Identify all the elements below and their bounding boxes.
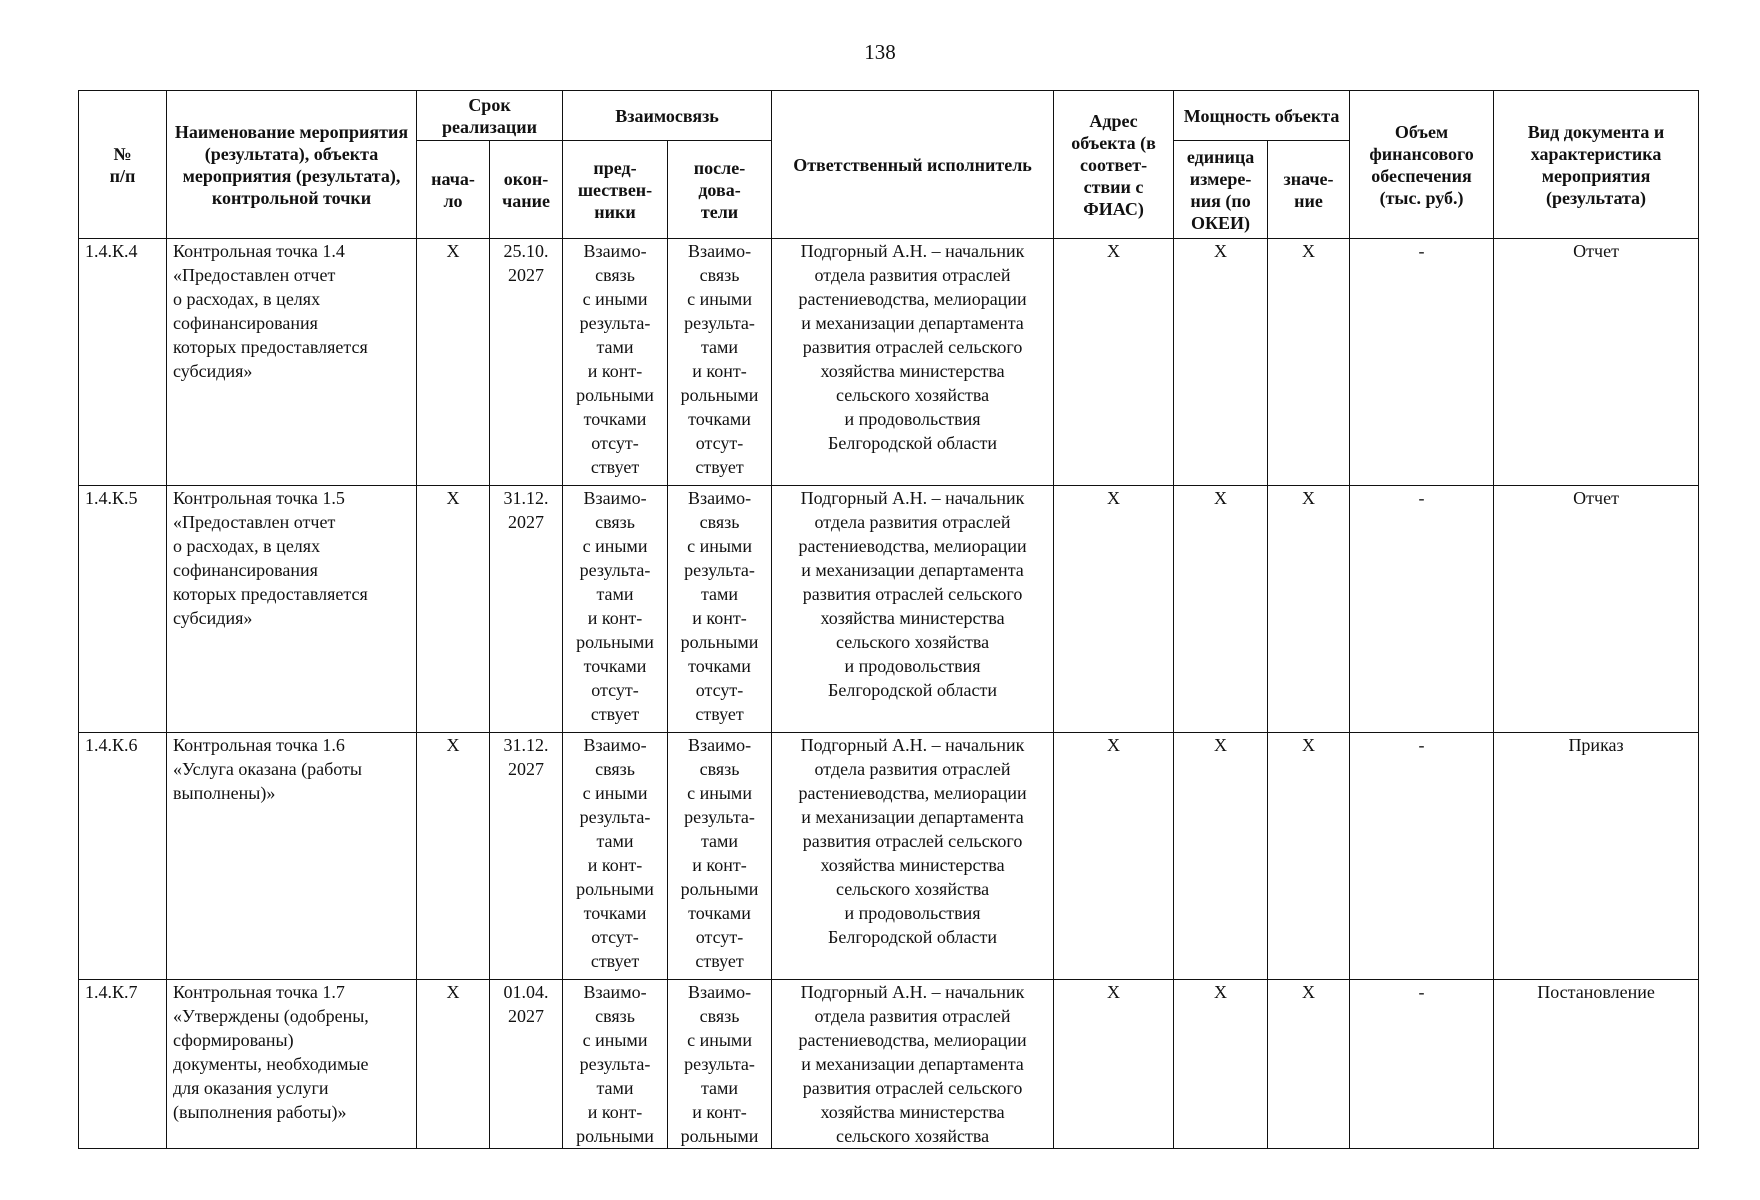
cell-address: X (1054, 733, 1174, 980)
cell-successors: Взаимо- связь с иными результа- тами и конт- рольными точками отсут- ствует (668, 733, 772, 980)
cell-address: X (1054, 980, 1174, 1149)
cell-address: X (1054, 239, 1174, 486)
table-body (79, 239, 1699, 1149)
header-capacity-value: значе- ние (1268, 141, 1350, 239)
cell-successors: Взаимо- связь с иными результа- тами и конт- рольными (668, 980, 772, 1149)
cell-predecessors: Взаимо- связь с иными результа- тами и конт- рольными точками отсут- ствует (563, 486, 668, 733)
header-name: Наименование мероприятия (результата), объекта мероприятия (результата), контрольной точки (167, 91, 417, 239)
cell-num: 1.4.К.6 (79, 733, 167, 980)
table-row (79, 733, 1699, 980)
header-capacity-unit: единица измере-ния (по ОКЕИ) (1174, 141, 1268, 239)
cell-predecessors: Взаимо- связь с иными результа- тами и конт- рольными (563, 980, 668, 1149)
cell-responsible: Подгорный А.Н. – начальник отдела развития отраслей растениеводства, мелиорации и механизации департамента развития отраслей сельского хозяйства министерства сельского хозяйства (772, 980, 1054, 1149)
cell-finance: - (1350, 980, 1494, 1149)
cell-name: Контрольная точка 1.6 «Услуга оказана (работы выполнены)» (167, 733, 417, 980)
cell-predecessors: Взаимо- связь с иными результа- тами и конт- рольными точками отсут- ствует (563, 733, 668, 980)
cell-predecessors: Взаимо- связь с иными результа- тами и конт- рольными точками отсут- ствует (563, 239, 668, 486)
cell-doc-type: Отчет (1494, 486, 1699, 733)
header-doc: Вид документа и характеристика мероприятия (результата) (1494, 91, 1699, 239)
table-row (79, 980, 1699, 1149)
cell-doc-type: Приказ (1494, 733, 1699, 980)
header-link-next: после- дова- тели (668, 141, 772, 239)
cell-capacity-value: X (1268, 239, 1350, 486)
cell-finance: - (1350, 486, 1494, 733)
table-row (79, 486, 1699, 733)
cell-start: X (417, 239, 490, 486)
cell-capacity-unit: X (1174, 486, 1268, 733)
page-number: 138 (864, 40, 896, 64)
cell-end: 31.12. 2027 (490, 486, 563, 733)
cell-start: X (417, 733, 490, 980)
cell-end: 31.12. 2027 (490, 733, 563, 980)
table-row (79, 239, 1699, 486)
cell-capacity-value: X (1268, 486, 1350, 733)
cell-doc-type: Постановление (1494, 980, 1699, 1149)
activities-table (78, 90, 1699, 1149)
header-capacity: Мощность объекта (1174, 91, 1350, 141)
cell-num: 1.4.К.5 (79, 486, 167, 733)
header-row (79, 91, 1699, 141)
cell-capacity-unit: X (1174, 239, 1268, 486)
cell-responsible: Подгорный А.Н. – начальник отдела развития отраслей растениеводства, мелиорации и механизации департамента развития отраслей сельского хозяйства министерства сельского хозяйства и продовольствия Белгородской области (772, 239, 1054, 486)
cell-end: 01.04. 2027 (490, 980, 563, 1149)
header-num: № п/п (79, 91, 167, 239)
cell-capacity-value: X (1268, 733, 1350, 980)
cell-name: Контрольная точка 1.7 «Утверждены (одобрены, сформированы) документы, необходимые для оказания услуги (выполнения работы)» (167, 980, 417, 1149)
cell-finance: - (1350, 733, 1494, 980)
cell-successors: Взаимо- связь с иными результа- тами и конт- рольными точками отсут- ствует (668, 239, 772, 486)
cell-responsible: Подгорный А.Н. – начальник отдела развития отраслей растениеводства, мелиорации и механизации департамента развития отраслей сельского хозяйства министерства сельского хозяйства и продовольствия Белгородской области (772, 733, 1054, 980)
cell-name: Контрольная точка 1.5 «Предоставлен отчет о расходах, в целях софинансирования которых предоставляется субсидия» (167, 486, 417, 733)
cell-capacity-value: X (1268, 980, 1350, 1149)
cell-num: 1.4.К.4 (79, 239, 167, 486)
cell-end: 25.10. 2027 (490, 239, 563, 486)
cell-responsible: Подгорный А.Н. – начальник отдела развития отраслей растениеводства, мелиорации и механизации департамента развития отраслей сельского хозяйства министерства сельского хозяйства и продовольствия Белгородской области (772, 486, 1054, 733)
cell-capacity-unit: X (1174, 733, 1268, 980)
cell-doc-type: Отчет (1494, 239, 1699, 486)
cell-start: X (417, 980, 490, 1149)
cell-capacity-unit: X (1174, 980, 1268, 1149)
header-term: Срок реализации (417, 91, 563, 141)
header-responsible: Ответственный исполнитель (772, 91, 1054, 239)
header-finance: Объем финансового обеспечения (тыс. руб.) (1350, 91, 1494, 239)
cell-name: Контрольная точка 1.4 «Предоставлен отчет о расходах, в целях софинансирования которых предоставляется субсидия» (167, 239, 417, 486)
header-term-start: нача- ло (417, 141, 490, 239)
cell-address: X (1054, 486, 1174, 733)
header-address: Адрес объекта (в соответ-ствии с ФИАС) (1054, 91, 1174, 239)
cell-start: X (417, 486, 490, 733)
cell-num: 1.4.К.7 (79, 980, 167, 1149)
cell-successors: Взаимо- связь с иными результа- тами и конт- рольными точками отсут- ствует (668, 486, 772, 733)
header-link-prev: пред- шествен- ники (563, 141, 668, 239)
header-link: Взаимосвязь (563, 91, 772, 141)
cell-finance: - (1350, 239, 1494, 486)
header-term-end: окон- чание (490, 141, 563, 239)
